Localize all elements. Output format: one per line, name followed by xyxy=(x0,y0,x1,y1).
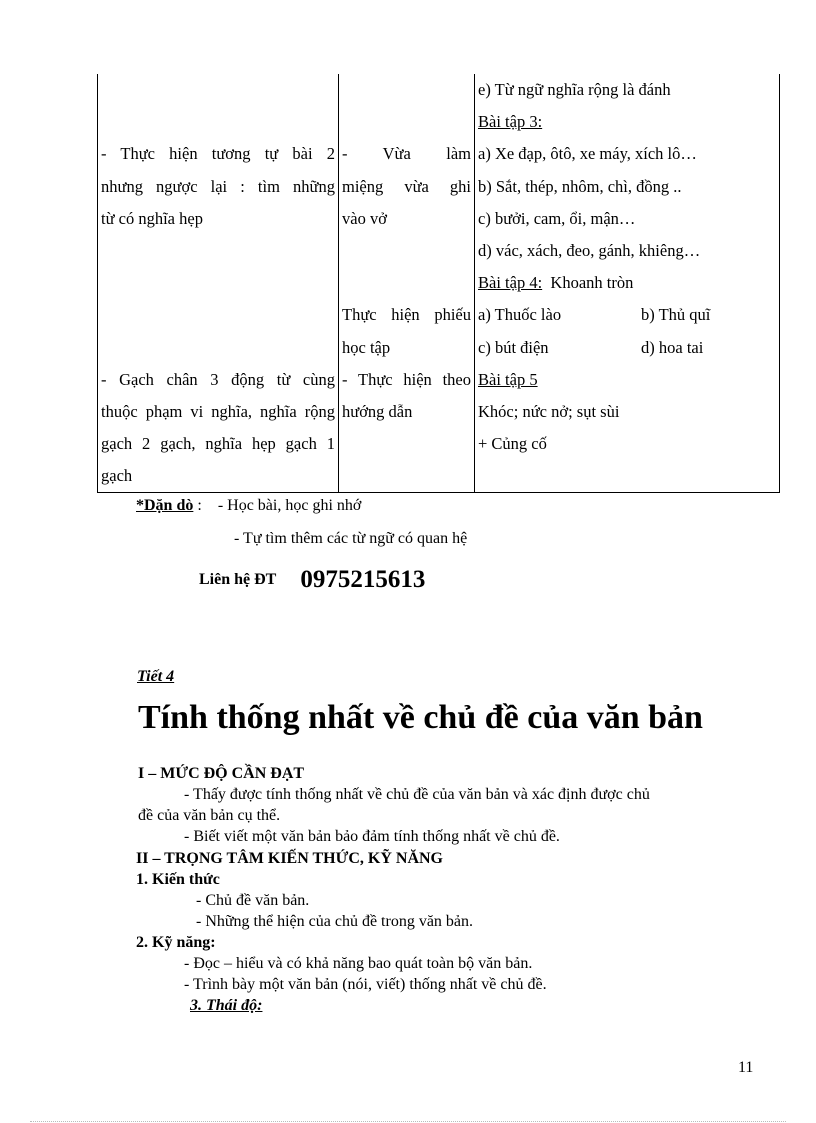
table-cell-line xyxy=(101,106,335,138)
section-1 xyxy=(138,763,758,847)
table-cell-line: học tập xyxy=(342,337,391,357)
attitude-heading: 3. Thái độ: xyxy=(190,997,263,1014)
exercise-heading xyxy=(478,106,776,138)
student-activity-column xyxy=(339,74,475,493)
table-cell-line xyxy=(342,267,471,299)
section-2-heading: II – TRỌNG TÂM KIẾN THỨC, KỸ NĂNG xyxy=(136,850,443,867)
table-cell-line: - Thực hiện tương tự bài 2 xyxy=(101,144,335,164)
knowledge-item: - Những thể hiện của chủ đề trong văn bản. xyxy=(196,913,474,930)
knowledge-item: - Chủ đề văn bản. xyxy=(196,892,310,909)
exercise-3-heading: Bài tập 3: xyxy=(478,112,543,132)
objective-item: - Thấy được tính thống nhất về chủ đề của văn bản và xác định được chủ xyxy=(184,786,650,803)
table-cell-line xyxy=(101,267,335,299)
table-cell-line: từ có nghĩa hẹp xyxy=(101,208,203,228)
homework-block xyxy=(136,497,361,515)
section-2 xyxy=(136,848,756,1016)
exercise-options-row xyxy=(478,299,776,331)
exercise-heading xyxy=(478,364,776,396)
table-cell-line: gạch 2 gạch, nghĩa hẹp gạch 1 xyxy=(101,434,335,454)
table-cell-line xyxy=(342,428,471,460)
table-cell-line xyxy=(101,74,335,106)
skills-item: - Đọc – hiểu và có khả năng bao quát toàn bộ văn bản. xyxy=(184,955,533,972)
homework-item-1: - Học bài, học ghi nhớ xyxy=(217,497,362,514)
table-cell-line xyxy=(478,460,776,492)
table-cell-line: - Thực hiện theo xyxy=(342,369,471,389)
option-c: c) bút điện xyxy=(478,337,549,357)
table-cell-line: thuộc phạm vi nghĩa, nghĩa rộng xyxy=(101,401,335,421)
page-number: 11 xyxy=(738,1059,754,1076)
lesson-title: Tính thống nhất về chủ đề của văn bản xyxy=(138,699,703,736)
objective-item: - Biết viết một văn bản bảo đảm tính thống nhất về chủ đề. xyxy=(184,828,560,845)
lesson-activity-table xyxy=(97,74,780,493)
table-cell-line: miệng vừa ghi xyxy=(342,176,471,196)
exercise-4-heading: Bài tập 4: xyxy=(478,273,543,293)
option-b: b) Thủ quĩ xyxy=(641,305,711,325)
knowledge-heading: 1. Kiến thức xyxy=(136,871,220,888)
table-cell-line xyxy=(342,235,471,267)
page-bottom-divider xyxy=(30,1121,786,1122)
option-a: a) Thuốc lào xyxy=(478,305,562,325)
contact-phone: 0975215613 xyxy=(300,566,426,593)
homework-colon: : xyxy=(197,497,202,514)
exercise-line: d) vác, xách, đeo, gánh, khiêng… xyxy=(478,240,701,260)
exercise-line: c) bưởi, cam, ổi, mận… xyxy=(478,208,636,228)
exercise-options-row xyxy=(478,332,776,364)
table-cell-line xyxy=(101,235,335,267)
table-cell-line: gạch xyxy=(101,466,133,486)
table-cell-line: vào vở xyxy=(342,208,387,228)
exercise-line: b) Sắt, thép, nhôm, chì, đồng .. xyxy=(478,176,682,196)
content-column xyxy=(475,74,780,493)
table-cell-line xyxy=(342,460,471,492)
consolidation-line: + Củng cố xyxy=(478,434,547,454)
lesson-period: Tiết 4 xyxy=(137,668,175,685)
table-cell-line xyxy=(101,332,335,364)
contact-label: Liên hệ ĐT xyxy=(199,571,277,588)
homework-item-2: - Tự tìm thêm các từ ngữ có quan hệ xyxy=(234,530,468,547)
exercise-5-heading: Bài tập 5 xyxy=(478,369,538,389)
table-cell-line: Thực hiện phiếu xyxy=(342,305,471,325)
table-cell-line: - Gạch chân 3 động từ cùng xyxy=(101,369,335,389)
skills-item: - Trình bày một văn bản (nói, viết) thống nhất về chủ đề. xyxy=(184,976,547,993)
exercise-line: Khóc; nức nở; sụt sùi xyxy=(478,401,620,421)
exercise-line: a) Xe đạp, ôtô, xe máy, xích lô… xyxy=(478,144,697,164)
table-cell-line xyxy=(342,74,471,106)
option-d: d) hoa tai xyxy=(641,337,704,357)
table-cell-line: nhưng ngược lại : tìm những xyxy=(101,176,335,196)
table-cell-line: hướng dẫn xyxy=(342,401,413,421)
homework-label: *Dặn dò xyxy=(136,497,194,514)
table-cell-line: - Vừa làm xyxy=(342,144,471,164)
exercise-heading xyxy=(478,267,776,299)
exercise-line: e) Từ ngữ nghĩa rộng là đánh xyxy=(478,80,671,99)
table-cell-line xyxy=(101,299,335,331)
contact-line xyxy=(199,566,425,594)
table-cell-line xyxy=(342,106,471,138)
section-1-heading: I – MỨC ĐỘ CẦN ĐẠT xyxy=(138,765,305,782)
exercise-4-instruction: Khoanh tròn xyxy=(550,273,634,293)
teacher-activity-column xyxy=(98,74,339,493)
skills-heading: 2. Kỹ năng: xyxy=(136,934,216,951)
objective-item-continuation: đề của văn bản cụ thể. xyxy=(138,807,281,824)
